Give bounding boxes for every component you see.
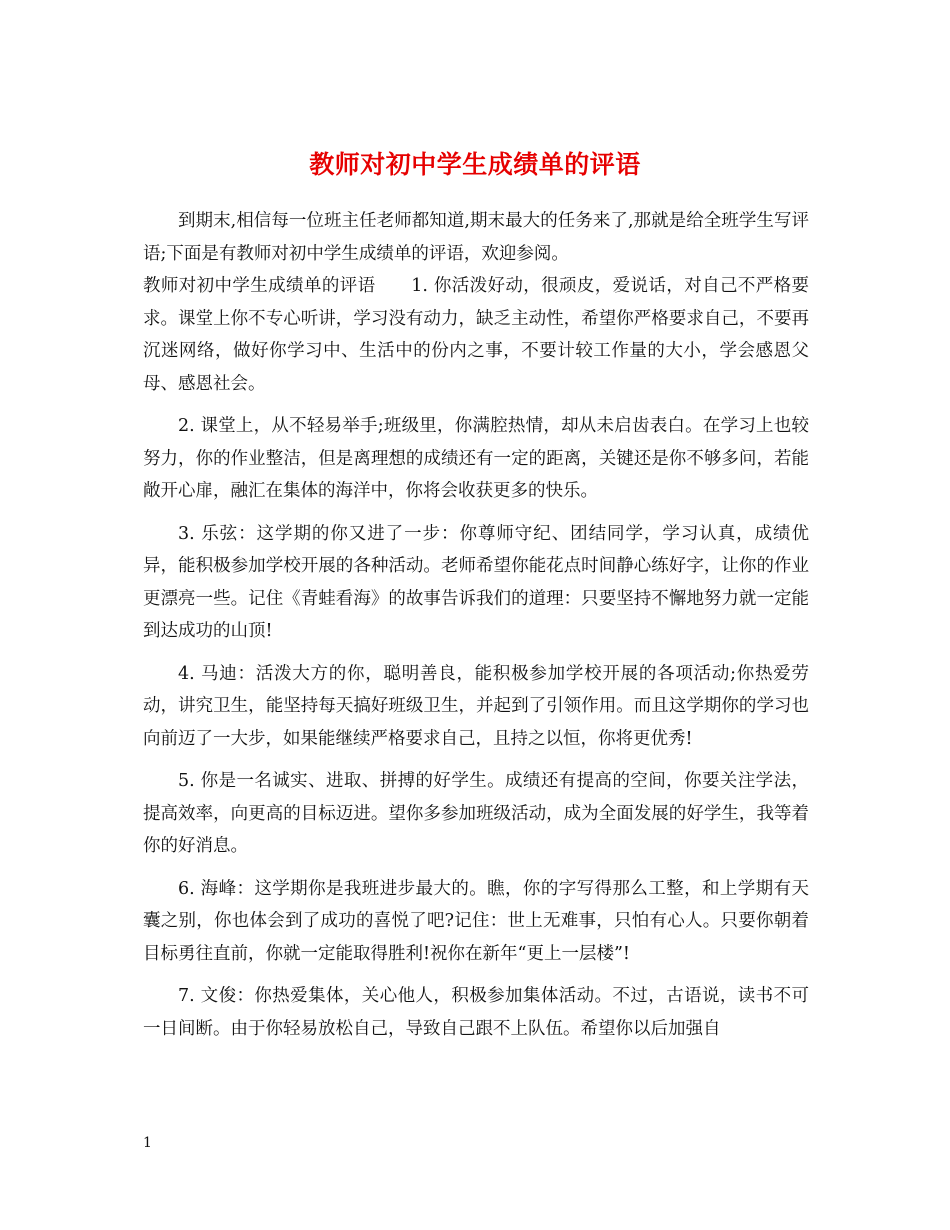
document-body <box>143 205 809 1045</box>
comment-paragraph-6: 6. 海峰：这学期你是我班进步最大的。瞧，你的字写得那么工整，和上学期有天囊之别，你也体会到了成功的喜悦了吧?记住：世上无难事，只怕有心人。只要你朝着目标勇往直前，你就一定能取得胜利!祝你在新年“更上一层楼”! <box>143 878 809 964</box>
comment-paragraph-4: 4. 马迪：活泼大方的你，聪明善良，能积极参加学校开展的各项活动;你热爱劳动，讲究卫生，能坚持每天搞好班级卫生，并起到了引领作用。而且这学期你的学习也向前迈了一大步，如果能继续严格要求自己，且持之以恒，你将更优秀! <box>143 663 809 749</box>
intro-paragraph: 到期末,相信每一位班主任老师都知道,期末最大的任务来了,那就是给全班学生写评语;下面是有教师对初中学生成绩单的评语，欢迎参阅。 <box>143 211 809 264</box>
comment-paragraph-3: 3. 乐弦：这学期的你又进了一步：你尊师守纪、团结同学，学习认真，成绩优异，能积极参加学校开展的各种活动。老师希望你能花点时间静心练好字，让你的作业更漂亮一些。记住《青蛙看海》的故事告诉我们的道理：只要坚持不懈地努力就一定能到达成功的山顶! <box>143 523 809 641</box>
page-number: 1 <box>143 1135 152 1151</box>
comment-paragraph-5: 5. 你是一名诚实、进取、拼搏的好学生。成绩还有提高的空间，你要关注学法，提高效率，向更高的目标迈进。望你多参加班级活动，成为全面发展的好学生，我等着你的好消息。 <box>143 771 809 856</box>
comment-paragraph-2: 2. 课堂上，从不轻易举手;班级里，你满腔热情，却从未启齿表白。在学习上也较努力，你的作业整洁，但是离理想的成绩还有一定的距离，关键还是你不够多问，若能敞开心扉，融汇在集体的海洋中，你将会收获更多的快乐。 <box>143 416 809 501</box>
document-title: 教师对初中学生成绩单的评语 <box>309 149 641 179</box>
comment-paragraph-7: 7. 文俊：你热爱集体，关心他人，积极参加集体活动。不过，古语说，读书不可一日间断。由于你轻易放松自己，导致自己跟不上队伍。希望你以后加强自 <box>143 986 809 1039</box>
lead-paragraph: 教师对初中学生成绩单的评语 1. 你活泼好动，很顽皮，爱说话，对自己不严格要求。课堂上你不专心听讲，学习没有动力，缺乏主动性，希望你严格要求自己，不要再沉迷网络，做好你学习中、生活中的份内之事，不要计较工作量的大小，学会感恩父母、感恩社会。 <box>143 276 809 394</box>
